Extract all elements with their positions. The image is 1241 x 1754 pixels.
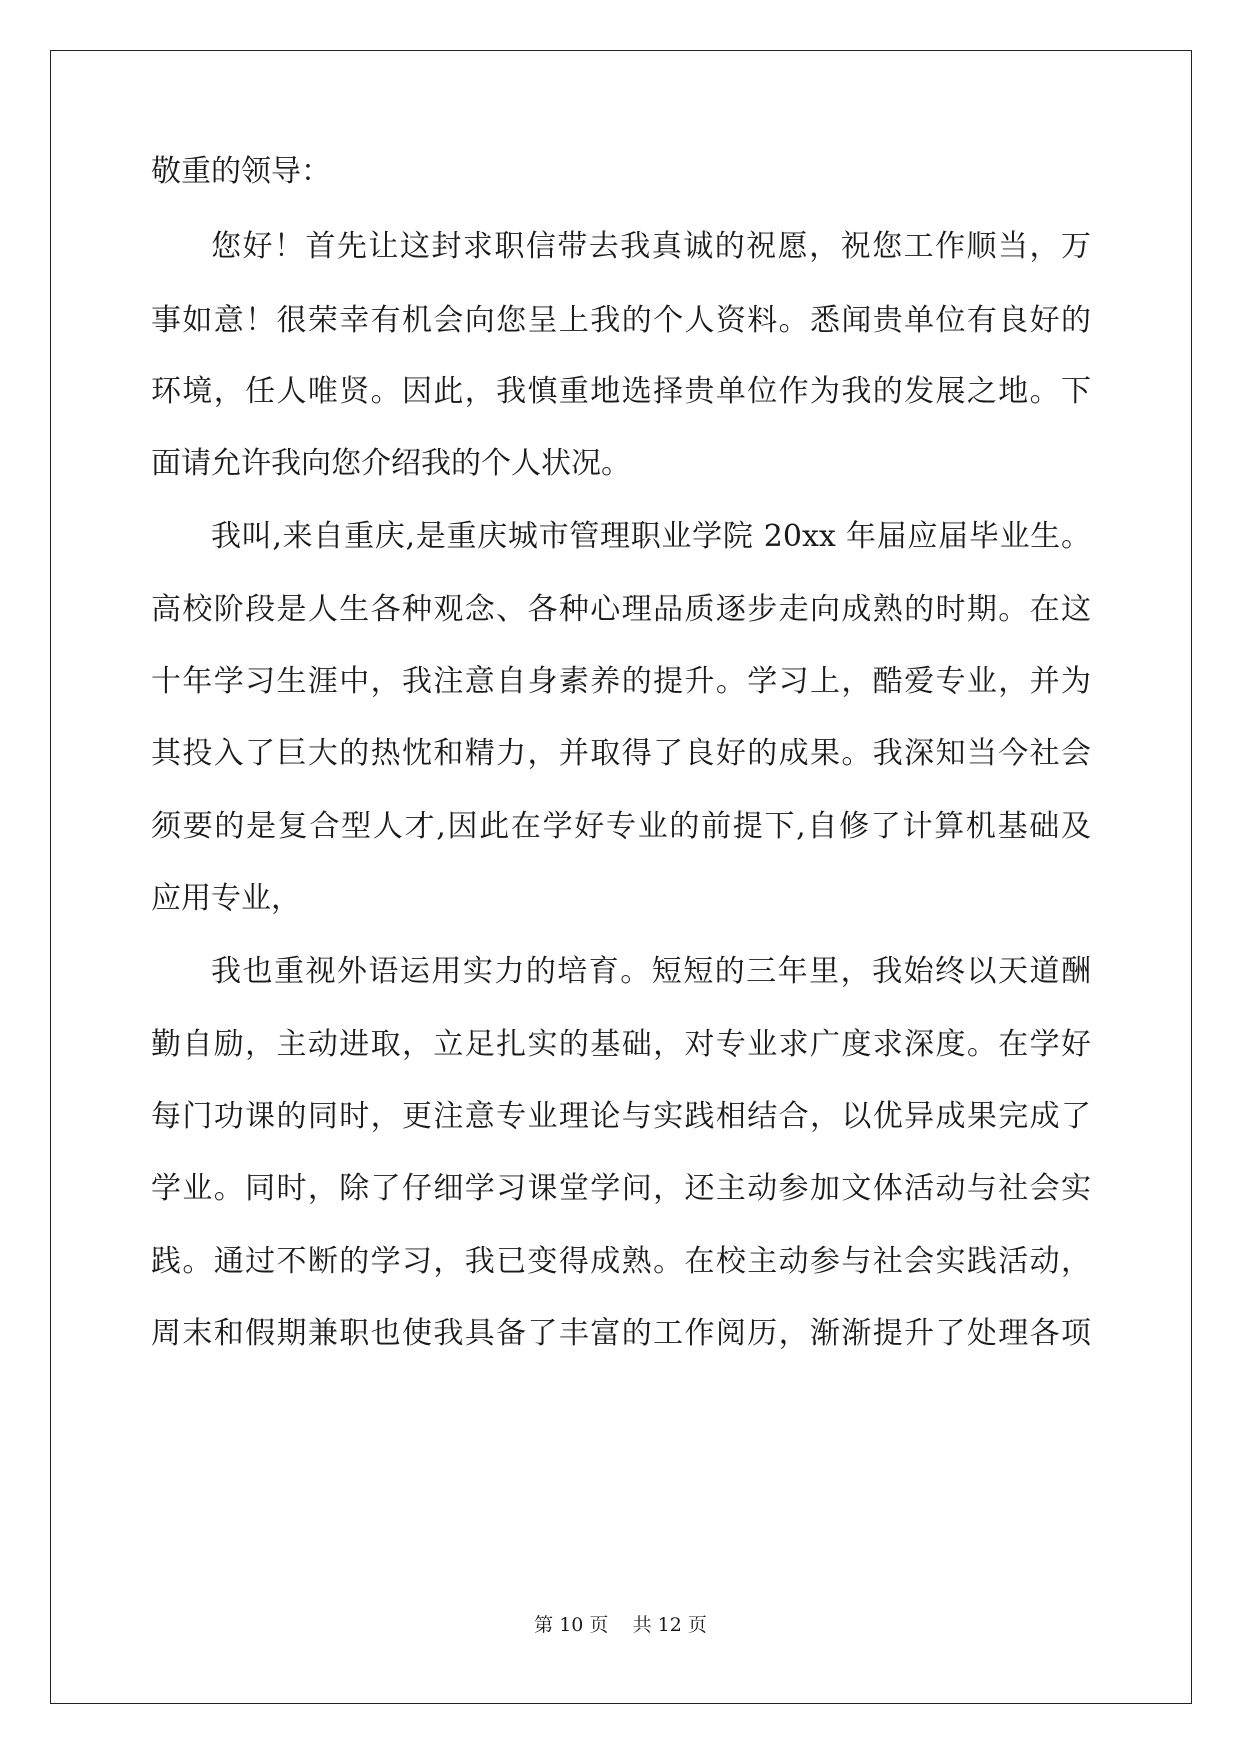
- paragraph-2-line-3: 十年学习生涯中，我注意自身素养的提升。学习上，酷爱专业，并为: [151, 664, 1091, 699]
- paragraph-2-line-2: 高校阶段是人生各种观念、各种心理品质逐步走向成熟的时期。在这: [151, 592, 1091, 627]
- page-number-footer: 第 10 页 共 12 页: [534, 1614, 707, 1636]
- salutation: 敬重的领导：: [151, 154, 331, 189]
- paragraph-2-line-5: 须要的是复合型人才,因此在学好专业的前提下,自修了计算机基础及: [151, 809, 1091, 844]
- paragraph-2-line-1: 我叫,来自重庆,是重庆城市管理职业学院 20xx 年届应届毕业生。: [211, 519, 1091, 554]
- paragraph-3-line-4: 学业。同时，除了仔细学习课堂学问，还主动参加文体活动与社会实: [151, 1171, 1091, 1206]
- paragraph-3-line-6: 周末和假期兼职也使我具备了丰富的工作阅历，渐渐提升了处理各项: [151, 1316, 1091, 1351]
- paragraph-1-line-4: 面请允许我向您介绍我的个人状况。: [151, 446, 631, 481]
- paragraph-1-line-2: 事如意！很荣幸有机会向您呈上我的个人资料。悉闻贵单位有良好的: [151, 303, 1091, 338]
- paragraph-3-line-5: 践。通过不断的学习，我已变得成熟。在校主动参与社会实践活动，: [151, 1244, 1091, 1279]
- paragraph-2-line-6: 应用专业，: [151, 881, 301, 916]
- paragraph-1-line-3: 环境，任人唯贤。因此，我慎重地选择贵单位作为我的发展之地。下: [151, 374, 1091, 409]
- paragraph-1-line-1: 您好！首先让这封求职信带去我真诚的祝愿，祝您工作顺当，万: [211, 229, 1091, 264]
- paragraph-3-line-2: 勤自励，主动进取，立足扎实的基础，对专业求广度求深度。在学好: [151, 1027, 1091, 1062]
- paragraph-3-line-1: 我也重视外语运用实力的培育。短短的三年里，我始终以天道酬: [211, 954, 1091, 989]
- paragraph-3-line-3: 每门功课的同时，更注意专业理论与实践相结合，以优异成果完成了: [151, 1099, 1091, 1134]
- paragraph-2-line-4: 其投入了巨大的热忱和精力，并取得了良好的成果。我深知当今社会: [151, 736, 1091, 771]
